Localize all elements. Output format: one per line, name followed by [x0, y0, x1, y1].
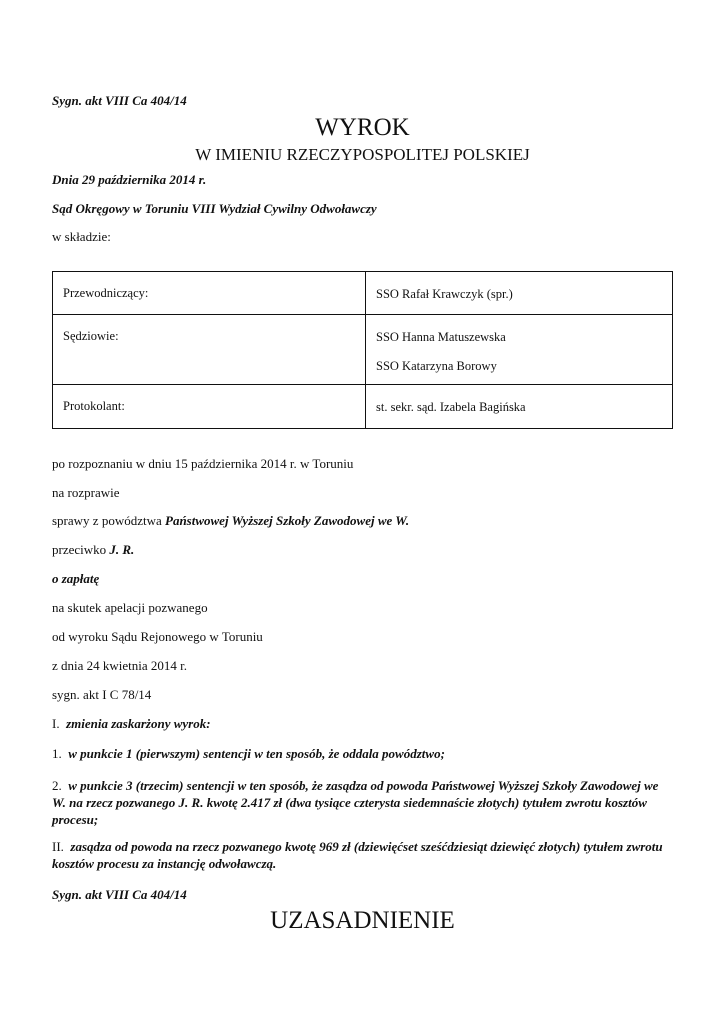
ruling-point-1: 1. w punkcie 1 (pierwszym) sentencji w ten sposób, że oddala powództwo; — [52, 746, 445, 761]
composition-intro: w składzie: — [52, 229, 111, 244]
judgment-subtitle: W IMIENIU RZECZYPOSPOLITEJ POLSKIEJ — [195, 145, 530, 164]
from-judgment-line: od wyroku Sądu Rejonowego w Toruniu — [52, 629, 263, 644]
judgment-date: Dnia 29 października 2014 r. — [52, 172, 207, 187]
hearing-line: na rozprawie — [52, 485, 120, 500]
judgment-signature-line: sygn. akt I C 78/14 — [52, 687, 152, 702]
footer-case-signature: Sygn. akt VIII Ca 404/14 — [52, 887, 187, 902]
names-cell — [366, 385, 673, 429]
role-cell: Protokolant: — [53, 385, 366, 429]
judge-name: SSO Rafał Krawczyk (spr.) — [376, 287, 513, 301]
ruling-point-ii: II. zasądza od powoda na rzecz pozwanego kwotę 969 zł (dziewięćset sześćdziesiąt dziewięć złotych) tytułem zwrotu kosztów procesu za instancję odwoławczą. — [52, 839, 663, 871]
judge-name: SSO Hanna Matuszewska — [376, 330, 506, 344]
ruling-point-i: I. zmienia zaskarżony wyrok: — [52, 716, 211, 731]
composition-table — [52, 271, 673, 429]
subject-line: o zapłatę — [52, 571, 100, 586]
considered-line: po rozpoznaniu w dniu 15 października 2014 r. w Toruniu — [52, 456, 354, 471]
appeal-line: na skutek apelacji pozwanego — [52, 600, 208, 615]
table-row — [53, 385, 673, 429]
table-row — [53, 272, 673, 315]
case-signature: Sygn. akt VIII Ca 404/14 — [52, 93, 187, 108]
names-cell — [366, 315, 673, 385]
role-cell: Sędziowie: — [53, 315, 366, 385]
case-line: sprawy z powództwa Państwowej Wyższej Szkoły Zawodowej we W. — [52, 513, 410, 528]
judgment-date-line: z dnia 24 kwietnia 2014 r. — [52, 658, 188, 673]
justification-title: UZASADNIENIE — [270, 907, 455, 934]
names-cell — [366, 272, 673, 315]
court-name: Sąd Okręgowy w Toruniu VIII Wydział Cywilny Odwoławczy — [52, 201, 377, 216]
judge-name: SSO Katarzyna Borowy — [376, 359, 497, 373]
against-line: przeciwko J. R. — [52, 542, 135, 557]
clerk-name: st. sekr. sąd. Izabela Bagińska — [376, 400, 526, 414]
table-row — [53, 315, 673, 385]
role-cell: Przewodniczący: — [53, 272, 366, 315]
plaintiff-name: Państwowej Wyższej Szkoły Zawodowej we W. — [165, 513, 410, 528]
ruling-point-2: 2. w punkcie 3 (trzecim) sentencji w ten sposób, że zasądza od powoda Państwowej Wyższej Szkoły Zawodowej we W. na rzecz pozwanego J. R. kwotę 2.417 zł (dwa tysiące czterysta siedemnaście złotych) tytułem zwrotu kosztów procesu; — [52, 778, 659, 827]
judgment-title: WYROK — [315, 114, 410, 141]
defendant-name: J. R. — [109, 542, 135, 557]
